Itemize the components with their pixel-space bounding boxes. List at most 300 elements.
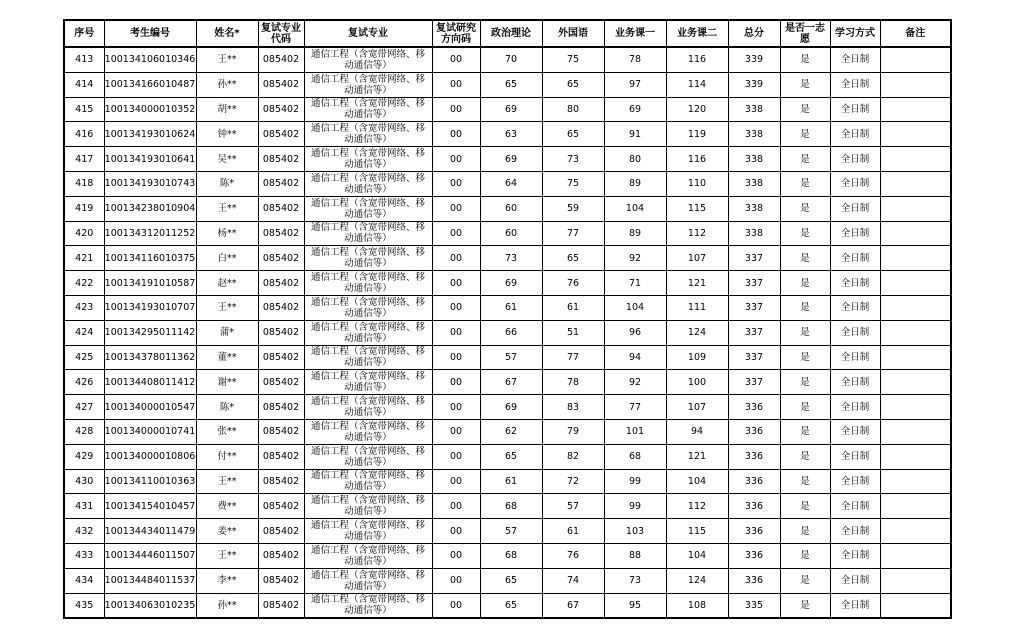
name-cell: 孙**	[196, 593, 258, 618]
name-cell: 张**	[196, 419, 258, 444]
header-col-serial: 序号	[64, 20, 104, 47]
foreign-language-cell: 59	[542, 196, 604, 221]
candidate-id-cell: 100134000010741	[104, 419, 196, 444]
first-choice-cell: 是	[780, 171, 830, 196]
major-code-cell: 085402	[258, 72, 304, 97]
serial-cell: 424	[64, 320, 104, 345]
direction-code-cell: 00	[432, 320, 480, 345]
serial-cell: 423	[64, 295, 104, 320]
header-col-direction-code: 复试研究方向码	[432, 20, 480, 47]
subject-one-cell: 101	[604, 419, 666, 444]
major-cell: 通信工程（含宽带网络、移动通信等）	[304, 246, 432, 271]
foreign-language-cell: 61	[542, 519, 604, 544]
table-row	[64, 419, 951, 444]
politics-cell: 65	[480, 72, 542, 97]
first-choice-cell: 是	[780, 246, 830, 271]
direction-code-cell: 00	[432, 519, 480, 544]
politics-cell: 57	[480, 345, 542, 370]
politics-cell: 68	[480, 494, 542, 519]
major-cell: 通信工程（含宽带网络、移动通信等）	[304, 444, 432, 469]
foreign-language-cell: 65	[542, 122, 604, 147]
name-cell: 费**	[196, 494, 258, 519]
total-cell: 336	[728, 444, 780, 469]
remarks-cell	[880, 97, 951, 122]
candidate-id-cell: 100134434011479	[104, 519, 196, 544]
subject-one-cell: 68	[604, 444, 666, 469]
study-mode-cell: 全日制	[830, 345, 880, 370]
politics-cell: 61	[480, 295, 542, 320]
first-choice-cell: 是	[780, 345, 830, 370]
candidate-id-cell: 100134154010457	[104, 494, 196, 519]
study-mode-cell: 全日制	[830, 295, 880, 320]
politics-cell: 57	[480, 519, 542, 544]
name-cell: 陈*	[196, 395, 258, 420]
direction-code-cell: 00	[432, 593, 480, 618]
candidate-id-cell: 100134106010346	[104, 47, 196, 72]
first-choice-cell: 是	[780, 419, 830, 444]
header-col-major: 复试专业	[304, 20, 432, 47]
name-cell: 胡**	[196, 97, 258, 122]
major-code-cell: 085402	[258, 568, 304, 593]
politics-cell: 61	[480, 469, 542, 494]
remarks-cell	[880, 519, 951, 544]
subject-two-cell: 104	[666, 469, 728, 494]
politics-cell: 67	[480, 370, 542, 395]
study-mode-cell: 全日制	[830, 246, 880, 271]
serial-cell: 429	[64, 444, 104, 469]
subject-two-cell: 121	[666, 444, 728, 469]
direction-code-cell: 00	[432, 196, 480, 221]
first-choice-cell: 是	[780, 370, 830, 395]
remarks-cell	[880, 543, 951, 568]
foreign-language-cell: 74	[542, 568, 604, 593]
table-row	[64, 593, 951, 618]
direction-code-cell: 00	[432, 295, 480, 320]
total-cell: 336	[728, 543, 780, 568]
subject-two-cell: 100	[666, 370, 728, 395]
politics-cell: 60	[480, 196, 542, 221]
first-choice-cell: 是	[780, 271, 830, 296]
major-code-cell: 085402	[258, 494, 304, 519]
major-code-cell: 085402	[258, 395, 304, 420]
subject-one-cell: 103	[604, 519, 666, 544]
remarks-cell	[880, 295, 951, 320]
candidate-id-cell: 100134191010587	[104, 271, 196, 296]
foreign-language-cell: 67	[542, 593, 604, 618]
serial-cell: 428	[64, 419, 104, 444]
politics-cell: 64	[480, 171, 542, 196]
total-cell: 338	[728, 122, 780, 147]
subject-one-cell: 94	[604, 345, 666, 370]
major-cell: 通信工程（含宽带网络、移动通信等）	[304, 395, 432, 420]
first-choice-cell: 是	[780, 568, 830, 593]
total-cell: 337	[728, 271, 780, 296]
remarks-cell	[880, 122, 951, 147]
remarks-cell	[880, 370, 951, 395]
direction-code-cell: 00	[432, 419, 480, 444]
foreign-language-cell: 79	[542, 419, 604, 444]
subject-one-cell: 92	[604, 246, 666, 271]
total-cell: 337	[728, 370, 780, 395]
major-code-cell: 085402	[258, 271, 304, 296]
subject-two-cell: 116	[666, 147, 728, 172]
remarks-cell	[880, 47, 951, 72]
header-col-study-mode: 学习方式	[830, 20, 880, 47]
first-choice-cell: 是	[780, 444, 830, 469]
direction-code-cell: 00	[432, 395, 480, 420]
serial-cell: 435	[64, 593, 104, 618]
foreign-language-cell: 57	[542, 494, 604, 519]
name-cell: 王**	[196, 295, 258, 320]
foreign-language-cell: 78	[542, 370, 604, 395]
name-cell: 孙**	[196, 72, 258, 97]
header-col-remarks: 备注	[880, 20, 951, 47]
candidate-id-cell: 100134408011412	[104, 370, 196, 395]
table-row	[64, 47, 951, 72]
table-row	[64, 97, 951, 122]
candidate-id-cell: 100134193010641	[104, 147, 196, 172]
name-cell: 王**	[196, 469, 258, 494]
candidate-id-cell: 100134378011362	[104, 345, 196, 370]
study-mode-cell: 全日制	[830, 519, 880, 544]
direction-code-cell: 00	[432, 97, 480, 122]
table-row	[64, 469, 951, 494]
candidate-id-cell: 100134238010904	[104, 196, 196, 221]
study-mode-cell: 全日制	[830, 543, 880, 568]
study-mode-cell: 全日制	[830, 419, 880, 444]
table-row	[64, 271, 951, 296]
name-cell: 白**	[196, 246, 258, 271]
name-cell: 吴**	[196, 147, 258, 172]
header-col-candidate-id: 考生编号	[104, 20, 196, 47]
candidate-id-cell: 100134193010743	[104, 171, 196, 196]
major-code-cell: 085402	[258, 370, 304, 395]
direction-code-cell: 00	[432, 494, 480, 519]
subject-two-cell: 112	[666, 494, 728, 519]
major-code-cell: 085402	[258, 444, 304, 469]
header-col-politics: 政治理论	[480, 20, 542, 47]
serial-cell: 434	[64, 568, 104, 593]
study-mode-cell: 全日制	[830, 320, 880, 345]
major-cell: 通信工程（含宽带网络、移动通信等）	[304, 196, 432, 221]
serial-cell: 427	[64, 395, 104, 420]
major-code-cell: 085402	[258, 469, 304, 494]
subject-two-cell: 94	[666, 419, 728, 444]
subject-two-cell: 124	[666, 320, 728, 345]
subject-two-cell: 124	[666, 568, 728, 593]
header-col-major-code: 复试专业代码	[258, 20, 304, 47]
remarks-cell	[880, 221, 951, 246]
subject-two-cell: 120	[666, 97, 728, 122]
subject-two-cell: 108	[666, 593, 728, 618]
header-col-name: 姓名*	[196, 20, 258, 47]
name-cell: 王**	[196, 47, 258, 72]
first-choice-cell: 是	[780, 469, 830, 494]
table-row	[64, 196, 951, 221]
total-cell: 338	[728, 147, 780, 172]
table-row	[64, 444, 951, 469]
politics-cell: 68	[480, 543, 542, 568]
header-col-first-choice: 是否一志愿	[780, 20, 830, 47]
table-row	[64, 295, 951, 320]
foreign-language-cell: 75	[542, 171, 604, 196]
total-cell: 336	[728, 469, 780, 494]
first-choice-cell: 是	[780, 519, 830, 544]
subject-one-cell: 95	[604, 593, 666, 618]
politics-cell: 70	[480, 47, 542, 72]
admission-score-table-sheet	[63, 19, 950, 619]
subject-two-cell: 115	[666, 519, 728, 544]
foreign-language-cell: 51	[542, 320, 604, 345]
total-cell: 336	[728, 395, 780, 420]
major-code-cell: 085402	[258, 122, 304, 147]
foreign-language-cell: 73	[542, 147, 604, 172]
study-mode-cell: 全日制	[830, 122, 880, 147]
total-cell: 339	[728, 47, 780, 72]
serial-cell: 433	[64, 543, 104, 568]
serial-cell: 422	[64, 271, 104, 296]
header-col-subject-two: 业务课二	[666, 20, 728, 47]
major-cell: 通信工程（含宽带网络、移动通信等）	[304, 370, 432, 395]
subject-two-cell: 112	[666, 221, 728, 246]
direction-code-cell: 00	[432, 444, 480, 469]
study-mode-cell: 全日制	[830, 171, 880, 196]
candidate-id-cell: 100134446011507	[104, 543, 196, 568]
subject-one-cell: 104	[604, 295, 666, 320]
politics-cell: 62	[480, 419, 542, 444]
remarks-cell	[880, 345, 951, 370]
candidate-id-cell: 100134166010487	[104, 72, 196, 97]
first-choice-cell: 是	[780, 122, 830, 147]
remarks-cell	[880, 196, 951, 221]
study-mode-cell: 全日制	[830, 97, 880, 122]
subject-two-cell: 107	[666, 246, 728, 271]
total-cell: 337	[728, 246, 780, 271]
major-cell: 通信工程（含宽带网络、移动通信等）	[304, 345, 432, 370]
name-cell: 董**	[196, 345, 258, 370]
total-cell: 337	[728, 320, 780, 345]
candidate-id-cell: 100134312011252	[104, 221, 196, 246]
subject-one-cell: 73	[604, 568, 666, 593]
first-choice-cell: 是	[780, 295, 830, 320]
politics-cell: 66	[480, 320, 542, 345]
subject-one-cell: 88	[604, 543, 666, 568]
foreign-language-cell: 82	[542, 444, 604, 469]
politics-cell: 73	[480, 246, 542, 271]
total-cell: 339	[728, 72, 780, 97]
candidate-id-cell: 100134193010624	[104, 122, 196, 147]
subject-one-cell: 97	[604, 72, 666, 97]
first-choice-cell: 是	[780, 395, 830, 420]
serial-cell: 426	[64, 370, 104, 395]
major-code-cell: 085402	[258, 97, 304, 122]
major-code-cell: 085402	[258, 593, 304, 618]
name-cell: 李**	[196, 568, 258, 593]
politics-cell: 69	[480, 147, 542, 172]
remarks-cell	[880, 171, 951, 196]
direction-code-cell: 00	[432, 171, 480, 196]
remarks-cell	[880, 246, 951, 271]
subject-one-cell: 92	[604, 370, 666, 395]
subject-two-cell: 115	[666, 196, 728, 221]
direction-code-cell: 00	[432, 122, 480, 147]
study-mode-cell: 全日制	[830, 271, 880, 296]
serial-cell: 430	[64, 469, 104, 494]
direction-code-cell: 00	[432, 543, 480, 568]
foreign-language-cell: 77	[542, 221, 604, 246]
subject-two-cell: 119	[666, 122, 728, 147]
remarks-cell	[880, 494, 951, 519]
total-cell: 337	[728, 345, 780, 370]
first-choice-cell: 是	[780, 320, 830, 345]
candidate-id-cell: 100134063010235	[104, 593, 196, 618]
subject-one-cell: 71	[604, 271, 666, 296]
major-code-cell: 085402	[258, 543, 304, 568]
subject-one-cell: 99	[604, 469, 666, 494]
major-code-cell: 085402	[258, 221, 304, 246]
major-cell: 通信工程（含宽带网络、移动通信等）	[304, 494, 432, 519]
candidate-id-cell: 100134000010547	[104, 395, 196, 420]
serial-cell: 416	[64, 122, 104, 147]
subject-two-cell: 110	[666, 171, 728, 196]
direction-code-cell: 00	[432, 246, 480, 271]
header-col-total: 总分	[728, 20, 780, 47]
table-body	[64, 47, 951, 618]
study-mode-cell: 全日制	[830, 370, 880, 395]
foreign-language-cell: 75	[542, 47, 604, 72]
foreign-language-cell: 61	[542, 295, 604, 320]
subject-one-cell: 96	[604, 320, 666, 345]
admission-score-table	[63, 19, 952, 619]
study-mode-cell: 全日制	[830, 147, 880, 172]
table-row	[64, 370, 951, 395]
subject-two-cell: 116	[666, 47, 728, 72]
foreign-language-cell: 77	[542, 345, 604, 370]
major-code-cell: 085402	[258, 246, 304, 271]
major-code-cell: 085402	[258, 519, 304, 544]
remarks-cell	[880, 568, 951, 593]
header-col-foreign-language: 外国语	[542, 20, 604, 47]
total-cell: 335	[728, 593, 780, 618]
major-cell: 通信工程（含宽带网络、移动通信等）	[304, 221, 432, 246]
serial-cell: 414	[64, 72, 104, 97]
major-cell: 通信工程（含宽带网络、移动通信等）	[304, 320, 432, 345]
remarks-cell	[880, 593, 951, 618]
subject-one-cell: 104	[604, 196, 666, 221]
table-row	[64, 171, 951, 196]
candidate-id-cell: 100134110010363	[104, 469, 196, 494]
major-cell: 通信工程（含宽带网络、移动通信等）	[304, 47, 432, 72]
table-row	[64, 395, 951, 420]
subject-one-cell: 80	[604, 147, 666, 172]
direction-code-cell: 00	[432, 469, 480, 494]
candidate-id-cell: 100134000010806	[104, 444, 196, 469]
name-cell: 钟**	[196, 122, 258, 147]
direction-code-cell: 00	[432, 568, 480, 593]
study-mode-cell: 全日制	[830, 593, 880, 618]
total-cell: 338	[728, 97, 780, 122]
major-cell: 通信工程（含宽带网络、移动通信等）	[304, 543, 432, 568]
politics-cell: 63	[480, 122, 542, 147]
major-cell: 通信工程（含宽带网络、移动通信等）	[304, 97, 432, 122]
foreign-language-cell: 76	[542, 271, 604, 296]
total-cell: 337	[728, 295, 780, 320]
study-mode-cell: 全日制	[830, 494, 880, 519]
first-choice-cell: 是	[780, 72, 830, 97]
candidate-id-cell: 100134193010707	[104, 295, 196, 320]
name-cell: 谢**	[196, 370, 258, 395]
header-col-subject-one: 业务课一	[604, 20, 666, 47]
major-cell: 通信工程（含宽带网络、移动通信等）	[304, 147, 432, 172]
direction-code-cell: 00	[432, 221, 480, 246]
first-choice-cell: 是	[780, 221, 830, 246]
table-row	[64, 72, 951, 97]
serial-cell: 432	[64, 519, 104, 544]
major-code-cell: 085402	[258, 47, 304, 72]
major-cell: 通信工程（含宽带网络、移动通信等）	[304, 72, 432, 97]
subject-one-cell: 78	[604, 47, 666, 72]
table-row	[64, 246, 951, 271]
foreign-language-cell: 83	[542, 395, 604, 420]
study-mode-cell: 全日制	[830, 196, 880, 221]
politics-cell: 65	[480, 593, 542, 618]
major-code-cell: 085402	[258, 295, 304, 320]
name-cell: 赵**	[196, 271, 258, 296]
first-choice-cell: 是	[780, 543, 830, 568]
subject-two-cell: 109	[666, 345, 728, 370]
first-choice-cell: 是	[780, 97, 830, 122]
serial-cell: 418	[64, 171, 104, 196]
first-choice-cell: 是	[780, 196, 830, 221]
major-cell: 通信工程（含宽带网络、移动通信等）	[304, 568, 432, 593]
remarks-cell	[880, 444, 951, 469]
study-mode-cell: 全日制	[830, 395, 880, 420]
name-cell: 姜**	[196, 519, 258, 544]
table-row	[64, 345, 951, 370]
major-cell: 通信工程（含宽带网络、移动通信等）	[304, 419, 432, 444]
study-mode-cell: 全日制	[830, 47, 880, 72]
major-cell: 通信工程（含宽带网络、移动通信等）	[304, 171, 432, 196]
serial-cell: 413	[64, 47, 104, 72]
subject-one-cell: 99	[604, 494, 666, 519]
study-mode-cell: 全日制	[830, 568, 880, 593]
direction-code-cell: 00	[432, 147, 480, 172]
remarks-cell	[880, 469, 951, 494]
major-code-cell: 085402	[258, 171, 304, 196]
subject-one-cell: 89	[604, 171, 666, 196]
major-code-cell: 085402	[258, 419, 304, 444]
remarks-cell	[880, 419, 951, 444]
direction-code-cell: 00	[432, 345, 480, 370]
remarks-cell	[880, 320, 951, 345]
name-cell: 陈*	[196, 171, 258, 196]
table-row	[64, 568, 951, 593]
politics-cell: 69	[480, 395, 542, 420]
candidate-id-cell: 100134000010352	[104, 97, 196, 122]
table-row	[64, 320, 951, 345]
name-cell: 付**	[196, 444, 258, 469]
remarks-cell	[880, 147, 951, 172]
first-choice-cell: 是	[780, 47, 830, 72]
major-code-cell: 085402	[258, 147, 304, 172]
serial-cell: 419	[64, 196, 104, 221]
name-cell: 杨**	[196, 221, 258, 246]
study-mode-cell: 全日制	[830, 469, 880, 494]
direction-code-cell: 00	[432, 72, 480, 97]
candidate-id-cell: 100134116010375	[104, 246, 196, 271]
total-cell: 336	[728, 494, 780, 519]
major-code-cell: 085402	[258, 196, 304, 221]
